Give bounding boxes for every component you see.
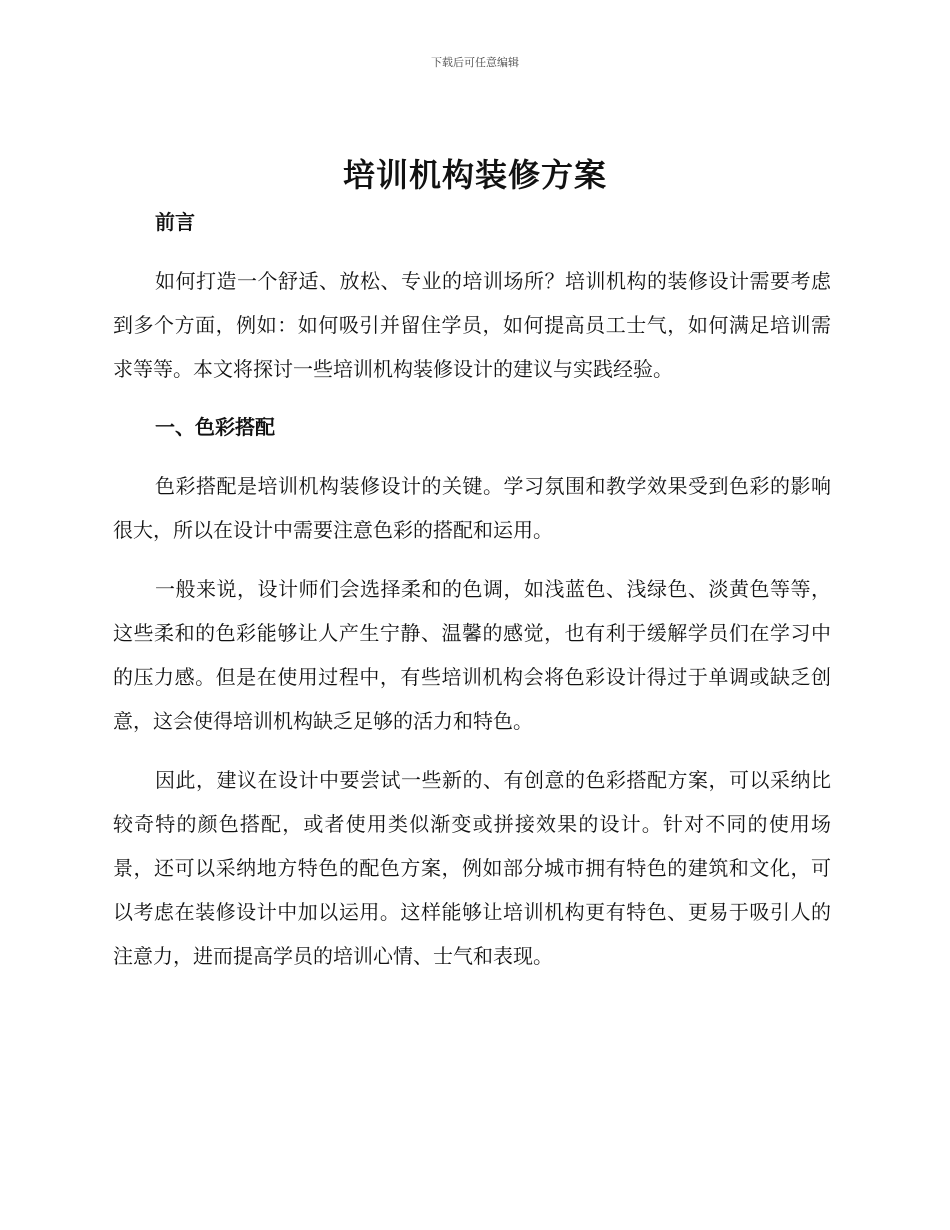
paragraph-color-2: 一般来说，设计师们会选择柔和的色调，如浅蓝色、浅绿色、淡黄色等等，这些柔和的色彩能够让人产生宁静、温馨的感觉，也有利于缓解学员们在学习中的压力感。但是在使用过程中，有些培训机构会将色彩设计得过于单调或缺乏创意，这会使得培训机构缺乏足够的活力和特色。 [113, 577, 831, 733]
paragraph-color-3: 因此，建议在设计中要尝试一些新的、有创意的色彩搭配方案，可以采纳比较奇特的颜色搭配，或者使用类似渐变或拼接效果的设计。针对不同的使用场景，还可以采纳地方特色的配色方案，例如部分城市拥有特色的建筑和文化，可以考虑在装修设计中加以运用。这样能够让培训机构更有特色、更易于吸引人的注意力，进而提高学员的培训心情、士气和表现。 [113, 768, 831, 968]
paragraph-preface: 如何打造一个舒适、放松、专业的培训场所？培训机构的装修设计需要考虑到多个方面，例如：如何吸引并留住学员，如何提高员工士气，如何满足培训需求等等。本文将探讨一些培训机构装修设计的建议与实践经验。 [113, 269, 831, 381]
section-heading-preface: 前言 [155, 210, 195, 234]
document-body [113, 200, 831, 978]
document-title: 培训机构装修方案 [342, 156, 607, 194]
section-heading-color-matching: 一、色彩搭配 [155, 415, 275, 439]
paragraph-color-1: 色彩搭配是培训机构装修设计的关键。学习氛围和教学效果受到色彩的影响很大，所以在设计中需要注意色彩的搭配和运用。 [113, 474, 831, 542]
header-note: 下载后可任意编辑 [431, 56, 519, 69]
